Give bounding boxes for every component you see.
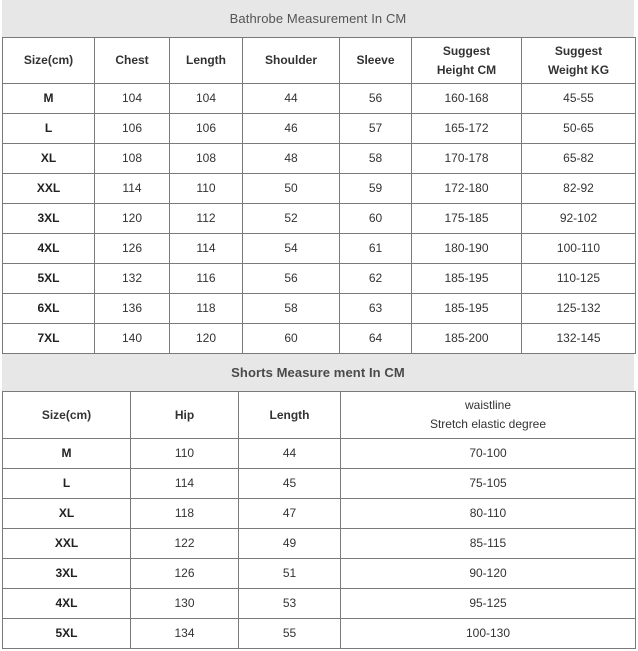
table-row	[3, 529, 636, 559]
cell-weight: 50-65	[522, 114, 636, 144]
cell-size: 4XL	[3, 234, 95, 264]
cell-weight: 45-55	[522, 84, 636, 114]
cell-height: 175-185	[412, 204, 522, 234]
cell-sleeve: 62	[340, 264, 412, 294]
cell-chest: 120	[95, 204, 170, 234]
table-row	[3, 619, 636, 649]
cell-length: 51	[239, 559, 341, 589]
cell-size: L	[3, 114, 95, 144]
cell-length: 118	[170, 294, 243, 324]
cell-weight: 125-132	[522, 294, 636, 324]
cell-hip: 114	[131, 469, 239, 499]
header-chest: Chest	[95, 38, 170, 84]
cell-length: 106	[170, 114, 243, 144]
cell-height: 165-172	[412, 114, 522, 144]
cell-size: XXL	[3, 174, 95, 204]
cell-length: 112	[170, 204, 243, 234]
table-row	[3, 204, 636, 234]
cell-weight: 110-125	[522, 264, 636, 294]
header-waistline	[341, 392, 636, 439]
cell-shoulder: 46	[243, 114, 340, 144]
cell-shoulder: 50	[243, 174, 340, 204]
table-row	[3, 234, 636, 264]
cell-hip: 130	[131, 589, 239, 619]
cell-shoulder: 56	[243, 264, 340, 294]
cell-chest: 114	[95, 174, 170, 204]
cell-waist: 90-120	[341, 559, 636, 589]
cell-hip: 126	[131, 559, 239, 589]
cell-size: 6XL	[3, 294, 95, 324]
table-row	[3, 264, 636, 294]
cell-height: 185-195	[412, 294, 522, 324]
header-length: Length	[170, 38, 243, 84]
table-row	[3, 559, 636, 589]
header-size: Size(cm)	[3, 392, 131, 439]
cell-chest: 108	[95, 144, 170, 174]
cell-sleeve: 63	[340, 294, 412, 324]
cell-size: 7XL	[3, 324, 95, 354]
cell-waist: 70-100	[341, 439, 636, 469]
cell-chest: 140	[95, 324, 170, 354]
table-row	[3, 589, 636, 619]
cell-sleeve: 61	[340, 234, 412, 264]
shorts-size-table	[2, 391, 636, 649]
cell-shoulder: 52	[243, 204, 340, 234]
cell-chest: 106	[95, 114, 170, 144]
cell-length: 120	[170, 324, 243, 354]
table-row	[3, 324, 636, 354]
cell-height: 172-180	[412, 174, 522, 204]
cell-waist: 85-115	[341, 529, 636, 559]
cell-chest: 132	[95, 264, 170, 294]
cell-size: XXL	[3, 529, 131, 559]
cell-size: M	[3, 439, 131, 469]
cell-length: 108	[170, 144, 243, 174]
cell-height: 160-168	[412, 84, 522, 114]
cell-length: 45	[239, 469, 341, 499]
table-row	[3, 499, 636, 529]
header-waistline-line2: Stretch elastic degree	[429, 417, 547, 431]
cell-size: XL	[3, 499, 131, 529]
header-suggest-height	[412, 38, 522, 84]
table-row	[3, 439, 636, 469]
cell-height: 180-190	[412, 234, 522, 264]
table-row	[3, 114, 636, 144]
cell-height: 185-195	[412, 264, 522, 294]
cell-shoulder: 58	[243, 294, 340, 324]
shorts-header-row	[3, 392, 636, 439]
cell-size: 4XL	[3, 589, 131, 619]
header-shoulder: Shoulder	[243, 38, 340, 84]
table-row	[3, 144, 636, 174]
cell-length: 47	[239, 499, 341, 529]
header-suggest-weight-line2: Weight KG	[547, 62, 610, 77]
cell-length: 44	[239, 439, 341, 469]
cell-shoulder: 60	[243, 324, 340, 354]
header-sleeve: Sleeve	[340, 38, 412, 84]
table-row	[3, 294, 636, 324]
cell-length: 116	[170, 264, 243, 294]
cell-weight: 82-92	[522, 174, 636, 204]
cell-sleeve: 57	[340, 114, 412, 144]
cell-chest: 136	[95, 294, 170, 324]
cell-length: 104	[170, 84, 243, 114]
header-suggest-height-line1: Suggest	[442, 43, 491, 58]
cell-size: L	[3, 469, 131, 499]
table-row	[3, 174, 636, 204]
header-suggest-height-line2: Height CM	[436, 62, 497, 77]
header-size: Size(cm)	[3, 38, 95, 84]
header-suggest-weight-line1: Suggest	[554, 43, 603, 58]
header-waistline-line1: waistline	[464, 398, 512, 412]
cell-waist: 95-125	[341, 589, 636, 619]
shorts-table-title: Shorts Measure ment In CM	[2, 354, 634, 391]
cell-length: 110	[170, 174, 243, 204]
cell-length: 53	[239, 589, 341, 619]
cell-chest: 126	[95, 234, 170, 264]
cell-height: 185-200	[412, 324, 522, 354]
cell-hip: 110	[131, 439, 239, 469]
header-suggest-weight	[522, 38, 636, 84]
cell-size: M	[3, 84, 95, 114]
header-length: Length	[239, 392, 341, 439]
cell-length: 55	[239, 619, 341, 649]
cell-weight: 65-82	[522, 144, 636, 174]
cell-sleeve: 64	[340, 324, 412, 354]
cell-size: 5XL	[3, 264, 95, 294]
cell-size: XL	[3, 144, 95, 174]
cell-shoulder: 54	[243, 234, 340, 264]
cell-weight: 92-102	[522, 204, 636, 234]
cell-chest: 104	[95, 84, 170, 114]
cell-size: 3XL	[3, 204, 95, 234]
cell-weight: 132-145	[522, 324, 636, 354]
cell-sleeve: 59	[340, 174, 412, 204]
bathrobe-header-row	[3, 38, 636, 84]
cell-hip: 134	[131, 619, 239, 649]
cell-weight: 100-110	[522, 234, 636, 264]
cell-size: 3XL	[3, 559, 131, 589]
cell-waist: 75-105	[341, 469, 636, 499]
cell-waist: 80-110	[341, 499, 636, 529]
header-hip: Hip	[131, 392, 239, 439]
table-row	[3, 469, 636, 499]
cell-hip: 122	[131, 529, 239, 559]
cell-sleeve: 56	[340, 84, 412, 114]
cell-hip: 118	[131, 499, 239, 529]
cell-height: 170-178	[412, 144, 522, 174]
cell-sleeve: 60	[340, 204, 412, 234]
cell-size: 5XL	[3, 619, 131, 649]
cell-length: 49	[239, 529, 341, 559]
cell-length: 114	[170, 234, 243, 264]
bathrobe-size-table	[2, 37, 636, 354]
cell-shoulder: 44	[243, 84, 340, 114]
cell-sleeve: 58	[340, 144, 412, 174]
bathrobe-table-title: Bathrobe Measurement In CM	[2, 0, 634, 37]
cell-waist: 100-130	[341, 619, 636, 649]
cell-shoulder: 48	[243, 144, 340, 174]
table-row	[3, 84, 636, 114]
